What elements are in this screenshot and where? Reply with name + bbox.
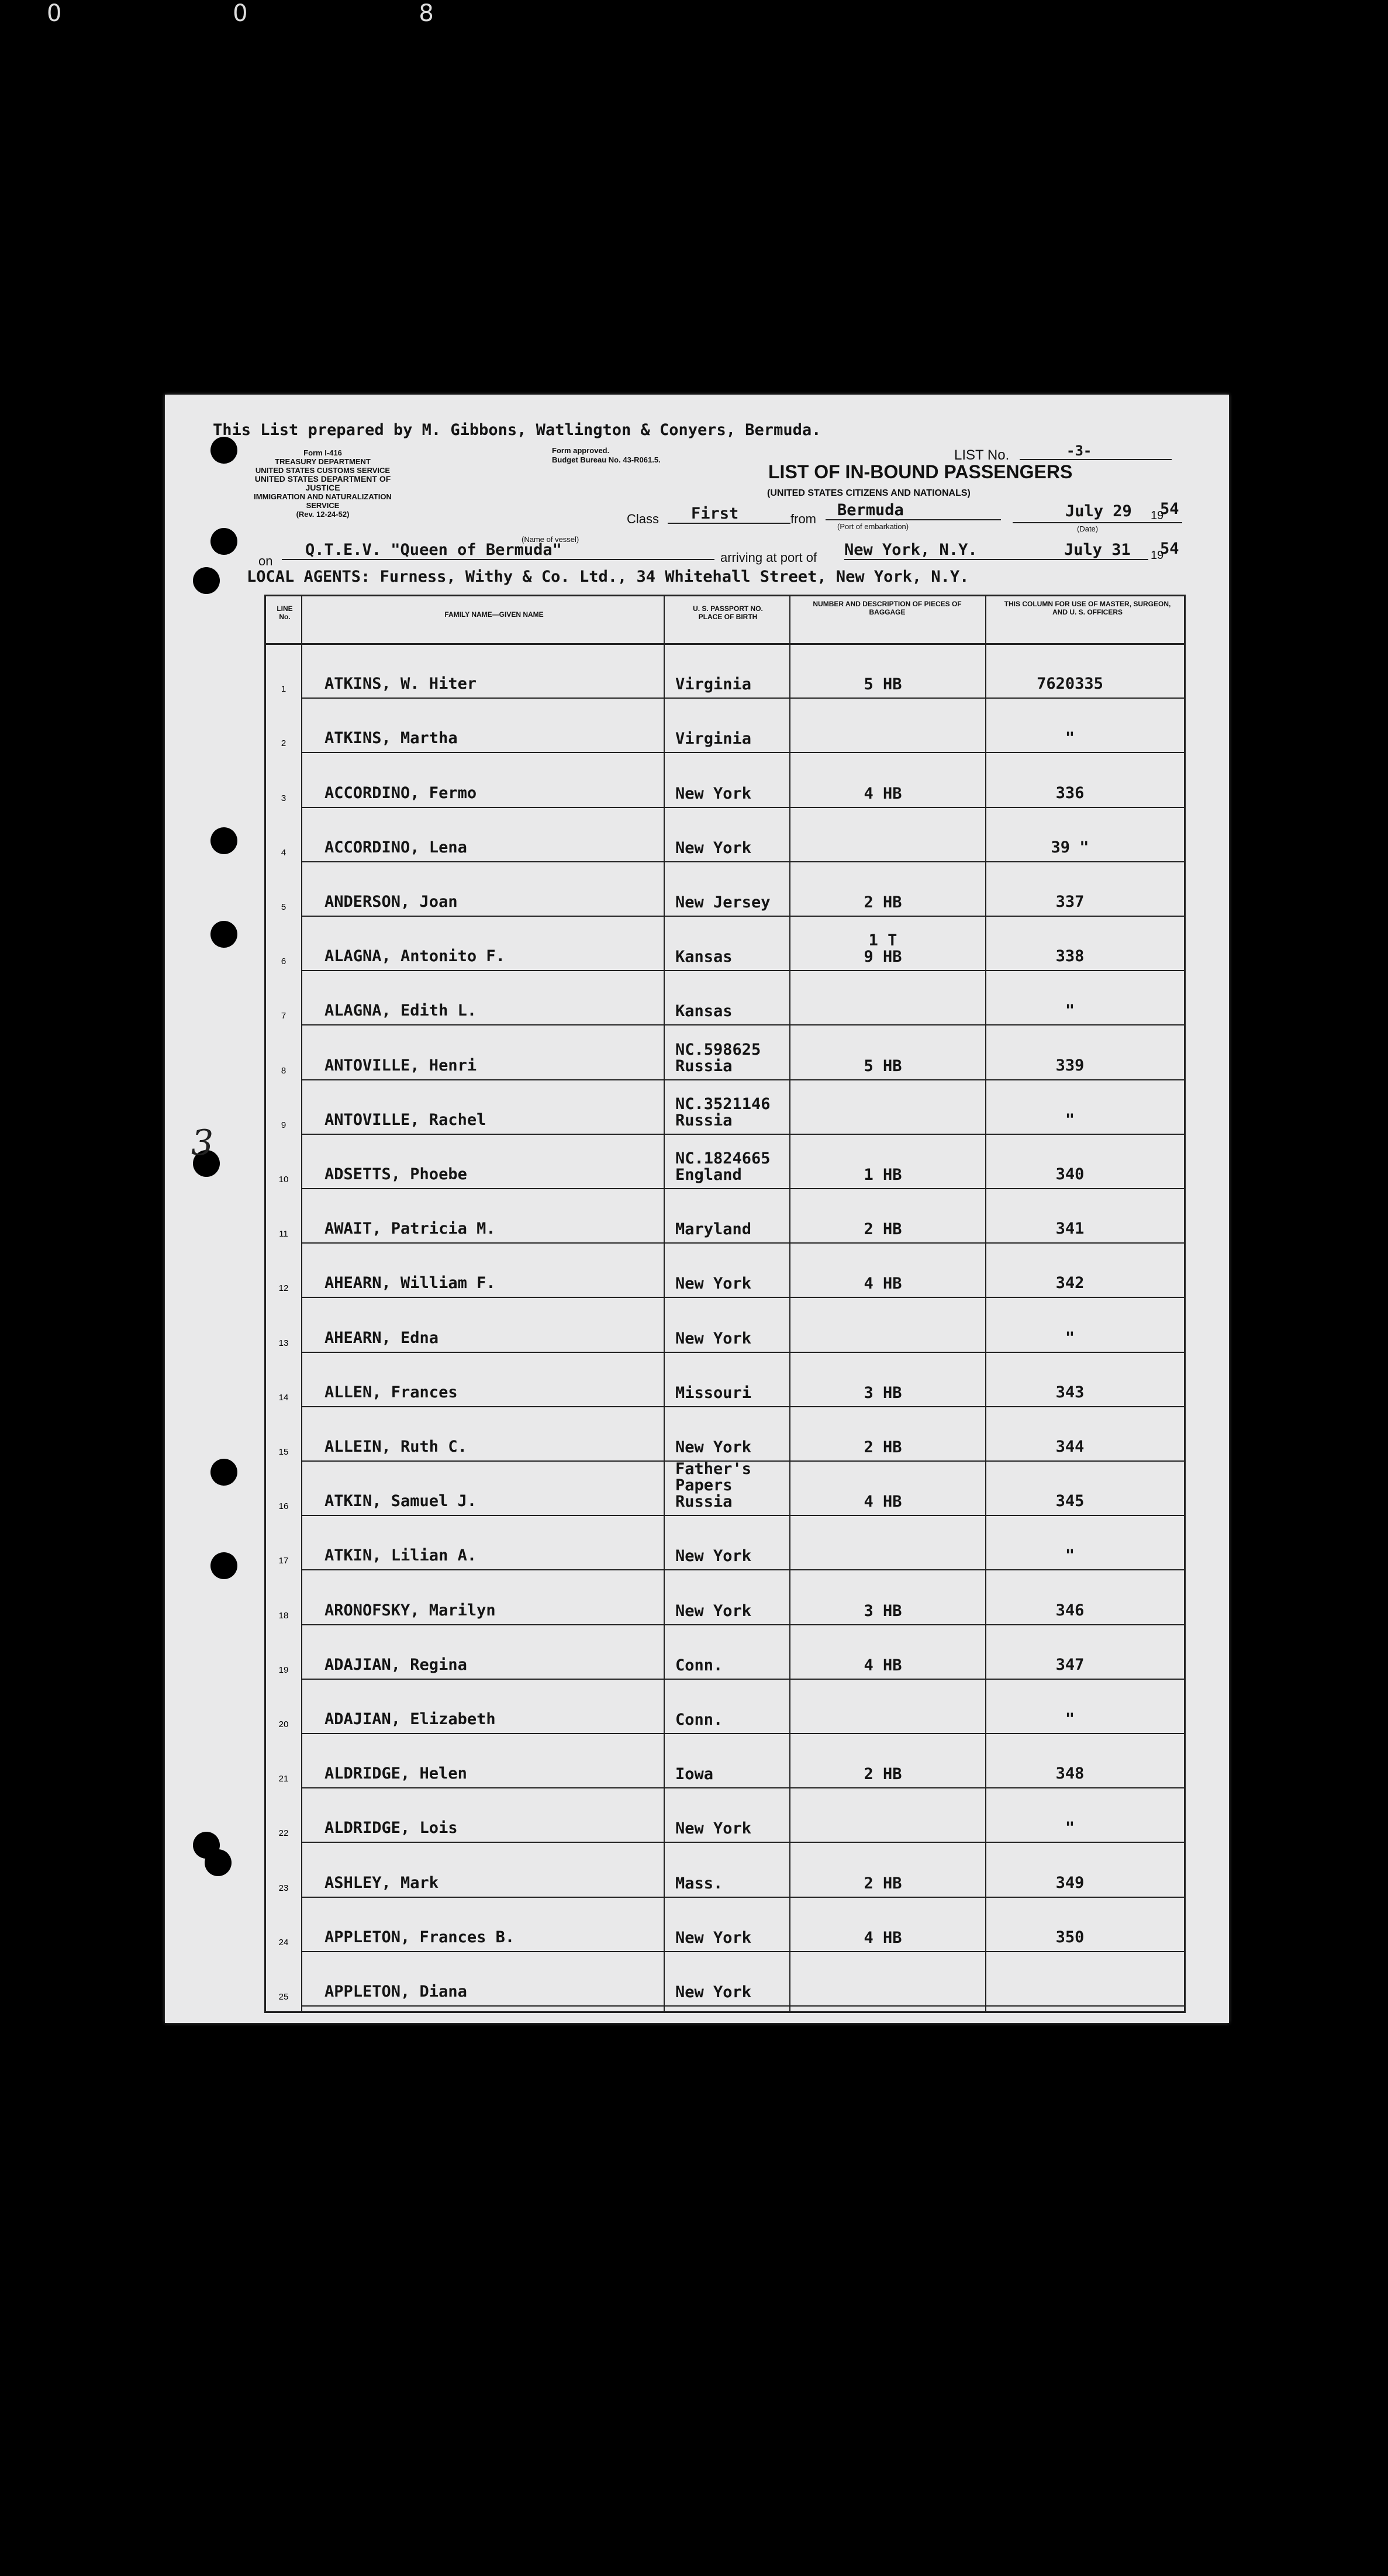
arrival-date: July 31	[1008, 541, 1148, 560]
line-number: 19	[278, 1665, 289, 1675]
binder-hole	[210, 921, 237, 948]
form-line: UNITED STATES CUSTOMS SERVICE	[255, 466, 391, 475]
baggage-pieces: 4 HB	[864, 784, 902, 803]
line-number: 3	[281, 793, 286, 803]
line-number: 24	[278, 1937, 289, 1947]
form-identification	[253, 448, 393, 519]
table-row	[266, 1788, 1184, 1843]
passenger-name: ANDERSON, Joan	[324, 892, 458, 911]
embarkation-year-prefix: 19	[1151, 509, 1164, 522]
place-of-birth: NC.598625 Russia	[675, 1040, 761, 1075]
vessel-caption: (Name of vessel)	[522, 535, 579, 544]
form-line: UNITED STATES DEPARTMENT OF JUSTICE	[254, 474, 391, 492]
date-rule	[1013, 522, 1182, 523]
official-use-number: "	[1065, 729, 1075, 748]
official-use-number: 7620335	[1037, 675, 1103, 693]
place-of-birth: NC.3521146 Russia	[675, 1094, 771, 1130]
baggage-pieces: 4 HB	[864, 1275, 902, 1293]
embarkation-date: July 29	[1065, 502, 1132, 520]
column-header-name: FAMILY NAME—GIVEN NAME	[444, 610, 544, 619]
passenger-name: ACCORDINO, Lena	[324, 838, 467, 857]
table-row	[266, 1353, 1184, 1407]
official-use-number: 337	[1055, 892, 1085, 911]
place-of-birth: Maryland	[675, 1220, 752, 1239]
passenger-name: APPLETON, Frances B.	[324, 1928, 515, 1946]
baggage-pieces: 3 HB	[864, 1383, 902, 1402]
binder-hole	[193, 567, 220, 594]
class-label: Class	[627, 512, 660, 526]
place-of-birth: New York	[675, 1601, 752, 1620]
baggage-pieces: 2 HB	[864, 1438, 902, 1456]
form-line: TREASURY DEPARTMENT	[275, 457, 371, 466]
prepared-by-line: This List prepared by M. Gibbons, Watlington & Conyers, Bermuda.	[213, 421, 821, 439]
table-row	[266, 971, 1184, 1025]
table-row	[266, 1080, 1184, 1135]
official-use-number: "	[1065, 1110, 1075, 1129]
official-use-number: 347	[1055, 1655, 1085, 1674]
embarkation-year: 54	[1160, 500, 1179, 518]
table-row	[266, 1407, 1184, 1462]
passenger-name: ATKIN, Samuel J.	[324, 1492, 477, 1511]
official-use-number: 339	[1055, 1056, 1085, 1075]
list-title: LIST OF IN-BOUND PASSENGERS	[768, 461, 1073, 482]
column-header-official-use: THIS COLUMN FOR USE OF MASTER, SURGEON, AND U. S. OFFICERS	[1004, 600, 1171, 616]
list-subtitle: (UNITED STATES CITIZENS AND NATIONALS)	[767, 488, 971, 498]
official-use-number: 343	[1055, 1383, 1085, 1401]
place-of-birth: New York	[675, 1928, 752, 1947]
table-row	[266, 862, 1184, 917]
table-row	[266, 1734, 1184, 1788]
line-number: 15	[278, 1446, 289, 1457]
passenger-name: ALAGNA, Antonito F.	[324, 947, 505, 966]
column-header-baggage: NUMBER AND DESCRIPTION OF PIECES OF BAGGAGE	[813, 600, 962, 616]
form-line: Form I-416	[303, 448, 342, 457]
passenger-name: ALAGNA, Edith L.	[324, 1002, 477, 1020]
passenger-name: ACCORDINO, Fermo	[324, 783, 477, 802]
place-of-birth: Virginia	[675, 675, 752, 694]
baggage-pieces: 4 HB	[864, 1493, 902, 1511]
line-number: 20	[278, 1719, 289, 1729]
table-row	[266, 1298, 1184, 1352]
class-value: First	[668, 505, 790, 524]
place-of-birth: New York	[675, 1275, 752, 1293]
place-of-birth: New York	[675, 1329, 752, 1348]
official-use-number: 336	[1055, 783, 1085, 802]
local-agents: LOCAL AGENTS: Furness, Withy & Co. Ltd., 34 Whitehall Street, New York, N.Y.	[247, 568, 969, 586]
line-number: 9	[281, 1120, 286, 1130]
place-of-birth: Kansas	[675, 1002, 733, 1021]
official-use-number: "	[1065, 1328, 1075, 1347]
official-use-number: 342	[1055, 1274, 1085, 1293]
line-number: 7	[281, 1011, 286, 1021]
table-row	[266, 808, 1184, 862]
from-label: from	[790, 512, 816, 526]
place-of-birth: Virginia	[675, 730, 752, 748]
baggage-pieces: 4 HB	[864, 1928, 902, 1947]
baggage-pieces: 2 HB	[864, 1874, 902, 1893]
passenger-name: ASHLEY, Mark	[324, 1873, 439, 1892]
place-of-birth: Mass.	[675, 1874, 723, 1893]
table-row	[266, 1516, 1184, 1570]
film-edge-marks: 0 0 8	[47, 0, 516, 27]
place-of-birth: New Jersey	[675, 893, 771, 911]
list-no-value: -3-	[1020, 443, 1172, 460]
baggage-pieces: 1 T 9 HB	[864, 931, 902, 966]
on-label: on	[258, 554, 273, 568]
line-number: 21	[278, 1774, 289, 1784]
line-number: 12	[278, 1283, 289, 1294]
passenger-name: ALDRIDGE, Helen	[324, 1764, 467, 1783]
vessel-name: Q.T.E.V. "Queen of Bermuda"	[282, 541, 714, 560]
list-no-label: LIST No.	[954, 447, 1010, 463]
official-use-number: 350	[1055, 1928, 1085, 1946]
passenger-name: AHEARN, Edna	[324, 1328, 439, 1347]
table-row	[266, 1625, 1184, 1680]
table-row	[266, 1135, 1184, 1189]
manifest-page	[165, 395, 1229, 2023]
passenger-name: ARONOFSKY, Marilyn	[324, 1601, 496, 1620]
place-of-birth: Father's Papers Russia	[675, 1460, 752, 1511]
line-number: 4	[281, 847, 286, 858]
line-number: 22	[278, 1828, 289, 1839]
passenger-name: ALLEIN, Ruth C.	[324, 1437, 467, 1456]
form-approved: Form approved.	[552, 446, 610, 455]
baggage-pieces: 5 HB	[864, 1056, 902, 1075]
row-rule	[301, 2005, 1184, 2007]
passenger-name: APPLETON, Diana	[324, 1982, 467, 2001]
binder-hole	[205, 1849, 232, 1876]
date-caption: (Date)	[1077, 524, 1099, 533]
line-number: 10	[278, 1174, 289, 1185]
baggage-pieces: 5 HB	[864, 675, 902, 694]
passenger-table	[264, 595, 1186, 2013]
line-number: 17	[278, 1556, 289, 1566]
place-of-birth: New York	[675, 1819, 752, 1838]
binder-hole	[210, 437, 237, 464]
line-number: 13	[278, 1338, 289, 1348]
passenger-name: ALDRIDGE, Lois	[324, 1819, 458, 1838]
passenger-name: ANTOVILLE, Rachel	[324, 1110, 486, 1129]
passenger-name: ATKIN, Lilian A.	[324, 1546, 477, 1565]
binder-hole	[210, 1459, 237, 1486]
official-use-number: "	[1065, 1710, 1075, 1728]
table-row	[266, 917, 1184, 971]
passenger-name: AWAIT, Patricia M.	[324, 1220, 496, 1238]
baggage-pieces: 4 HB	[864, 1656, 902, 1674]
official-use-number: 344	[1055, 1437, 1085, 1456]
baggage-pieces: 2 HB	[864, 1220, 902, 1239]
table-row	[266, 1952, 1184, 2007]
arrival-year-prefix: 19	[1151, 549, 1164, 562]
baggage-pieces: 3 HB	[864, 1601, 902, 1620]
passenger-name: ADAJIAN, Regina	[324, 1655, 467, 1674]
line-number: 23	[278, 1883, 289, 1893]
passenger-name: ADAJIAN, Elizabeth	[324, 1710, 496, 1728]
passenger-name: ALLEN, Frances	[324, 1383, 458, 1401]
official-use-number: 340	[1055, 1165, 1085, 1183]
budget-bureau: Budget Bureau No. 43-R061.5.	[552, 455, 661, 464]
baggage-pieces: 2 HB	[864, 893, 902, 911]
table-row	[266, 1843, 1184, 1897]
official-use-number: 349	[1055, 1873, 1085, 1892]
place-of-birth: New York	[675, 1547, 752, 1566]
arrival-port: New York, N.Y.	[844, 541, 1008, 560]
line-number: 16	[278, 1501, 289, 1512]
passenger-name: AHEARN, William F.	[324, 1274, 496, 1293]
table-row	[266, 1898, 1184, 1952]
place-of-birth: New York	[675, 784, 752, 803]
form-line: IMMIGRATION AND NATURALIZATION SERVICE	[254, 492, 392, 510]
form-line: (Rev. 12-24-52)	[296, 510, 350, 519]
official-use-number: 338	[1055, 947, 1085, 966]
table-row	[266, 753, 1184, 807]
table-row	[266, 1025, 1184, 1080]
official-use-number: 341	[1055, 1220, 1085, 1238]
passenger-name: ATKINS, Martha	[324, 729, 458, 748]
table-row	[266, 644, 1184, 699]
port-of-embarkation-caption: (Port of embarkation)	[837, 522, 909, 531]
line-number: 2	[281, 738, 286, 749]
passenger-name: ANTOVILLE, Henri	[324, 1056, 477, 1075]
place-of-birth: Conn.	[675, 1710, 723, 1729]
official-use-number: 39 "	[1051, 838, 1089, 857]
official-use-number: 346	[1055, 1601, 1085, 1620]
table-row	[266, 699, 1184, 753]
binder-hole	[210, 827, 237, 854]
passenger-name: ATKINS, W. Hiter	[324, 675, 477, 693]
official-use-number: "	[1065, 1546, 1075, 1565]
column-header-passport: U. S. PASSPORT NO. PLACE OF BIRTH	[693, 605, 763, 621]
line-number: 8	[281, 1065, 286, 1076]
baggage-pieces: 2 HB	[864, 1765, 902, 1784]
place-of-birth: Conn.	[675, 1656, 723, 1674]
margin-note: 3	[191, 1123, 214, 1163]
place-of-birth: New York	[675, 838, 752, 857]
line-number: 1	[281, 684, 286, 695]
table-row	[266, 1680, 1184, 1734]
line-number: 14	[278, 1392, 289, 1403]
arrival-year: 54	[1160, 540, 1179, 558]
table-row	[266, 1570, 1184, 1625]
place-of-birth: Iowa	[675, 1765, 714, 1784]
place-of-birth: Kansas	[675, 948, 733, 966]
line-number: 11	[279, 1229, 288, 1239]
column-header-line-no: LINE No.	[277, 605, 293, 621]
baggage-pieces: 1 HB	[864, 1165, 902, 1184]
place-of-birth: New York	[675, 1438, 752, 1456]
place-of-birth: Missouri	[675, 1383, 752, 1402]
table-row	[266, 1244, 1184, 1298]
official-use-number: "	[1065, 1819, 1075, 1838]
line-number: 5	[281, 902, 286, 912]
table-row	[266, 1189, 1184, 1244]
place-of-birth: NC.1824665 England	[675, 1149, 771, 1184]
passenger-name: ADSETTS, Phoebe	[324, 1165, 467, 1183]
place-of-birth: New York	[675, 1983, 752, 2001]
table-row	[266, 1462, 1184, 1516]
port-of-embarkation: Bermuda	[826, 501, 1001, 520]
binder-hole	[210, 1552, 237, 1579]
line-number: 25	[278, 1991, 289, 2002]
official-use-number: 348	[1055, 1764, 1085, 1783]
arriving-label: arriving at port of	[720, 550, 817, 565]
binder-hole	[210, 528, 237, 555]
line-number: 18	[278, 1610, 289, 1621]
official-use-number: "	[1065, 1002, 1075, 1020]
line-number: 6	[281, 956, 286, 967]
official-use-number: 345	[1055, 1492, 1085, 1511]
